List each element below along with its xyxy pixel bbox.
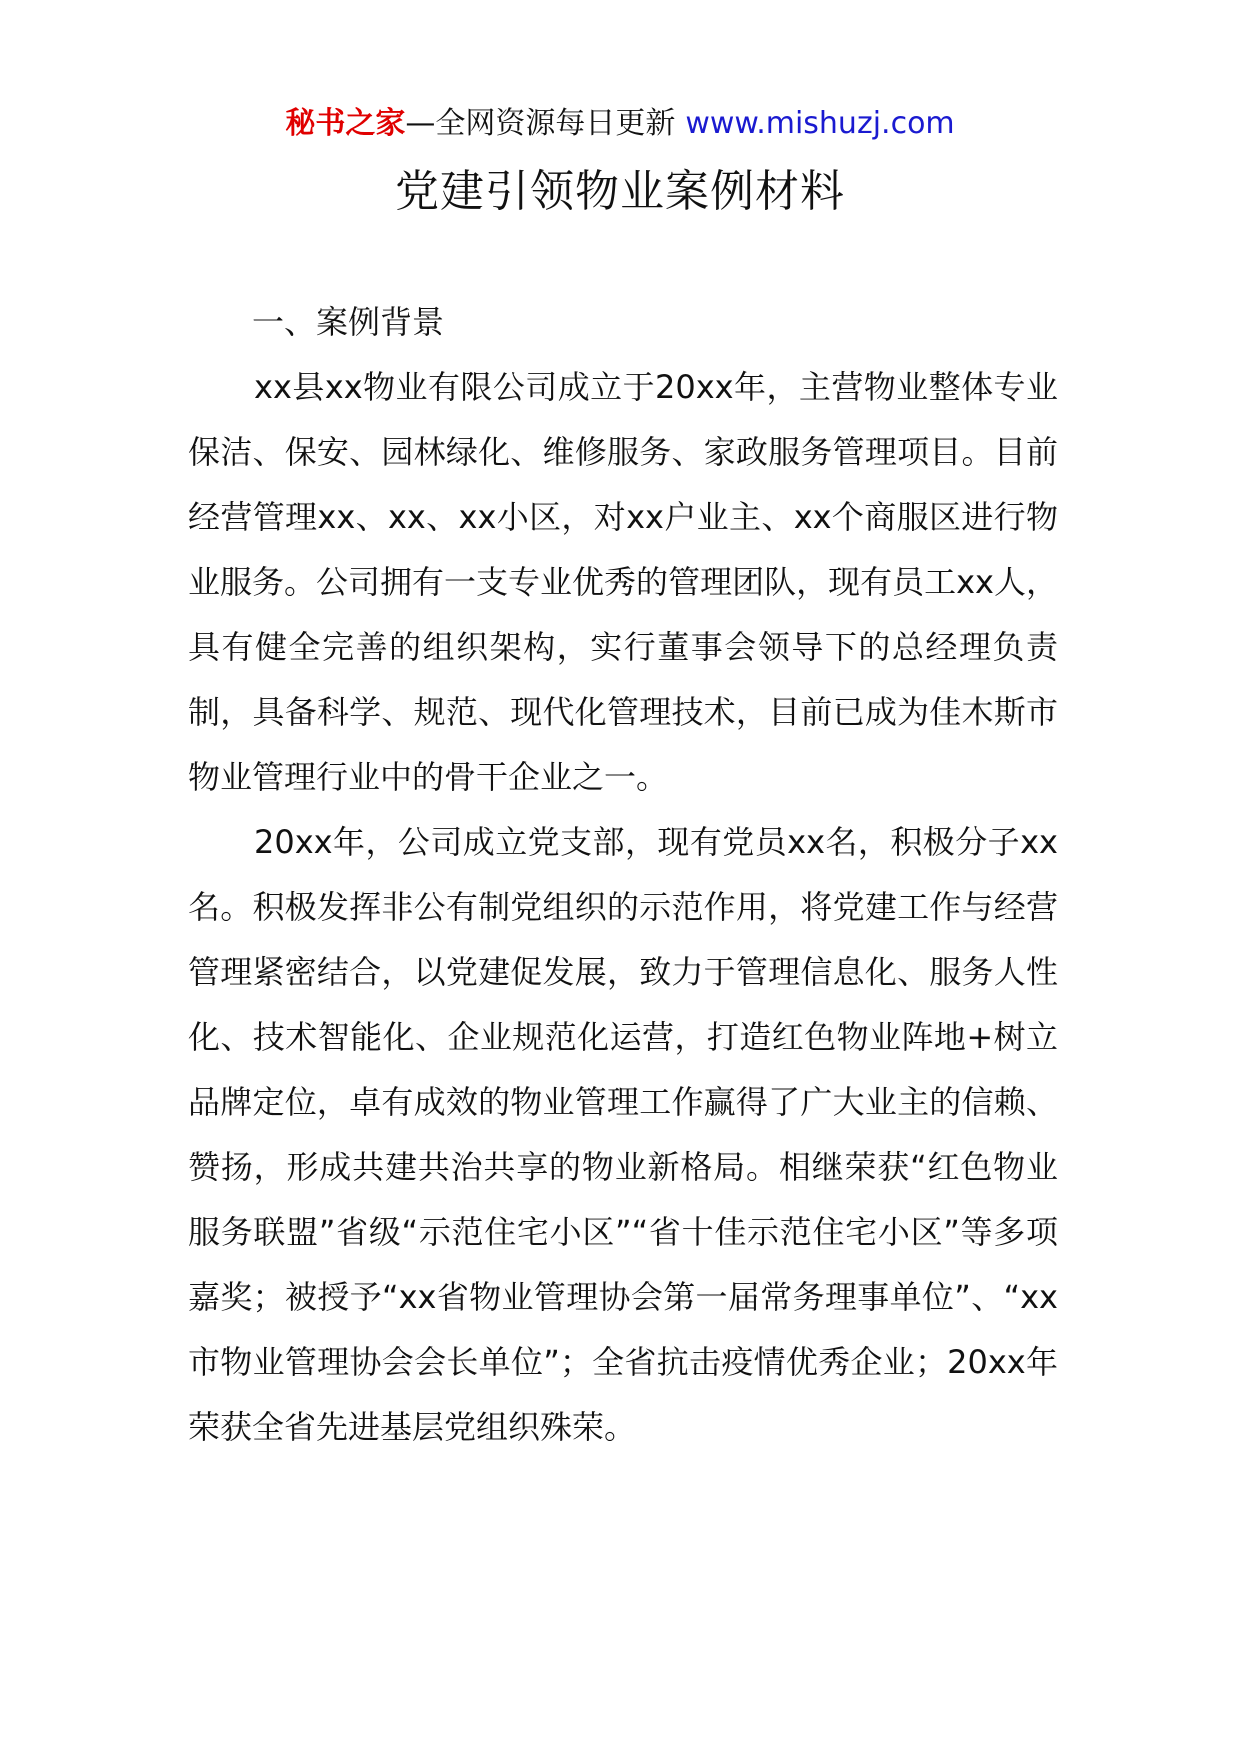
paragraph-party-branch: 20xx年，公司成立党支部，现有党员xx名，积极分子xx名。积极发挥非公有制党组织的示范作用，将党建工作与经营管理紧密结合，以党建促发展，致力于管理信息化、服务人性化、技术智能化、企业规范化运营，打造红色物业阵地+树立品牌定位，卓有成效的物业管理工作赢得了广大业主的信赖、赞扬，形成共建共治共享的物业新格局。相继荣获“红色物业服务联盟”省级“示范住宅小区”“省十佳示范住宅小区”等多项嘉奖；被授予“xx省物业管理协会第一届常务理事单位”、“xx市物业管理协会会长单位”；全省抗击疫情优秀企业；20xx年荣获全省先进基层党组织殊荣。 bbox=[188, 823, 1058, 1446]
document-body bbox=[188, 290, 1058, 1460]
site-brand: 秘书之家 bbox=[285, 106, 406, 141]
site-slogan: —全网资源每日更新 bbox=[405, 106, 676, 141]
document-title: 党建引领物业案例材料 bbox=[395, 166, 845, 217]
paragraph-company-background: xx县xx物业有限公司成立于20xx年，主营物业整体专业保洁、保安、园林绿化、维修服务、家政服务管理项目。目前经营管理xx、xx、xx小区，对xx户业主、xx个商服区进行物业服务。公司拥有一支专业优秀的管理团队，现有员工xx人，具有健全完善的组织架构，实行董事会领导下的总经理负责制，具备科学、规范、现代化管理技术，目前已成为佳木斯市物业管理行业中的骨干企业之一。 bbox=[188, 368, 1058, 796]
section-heading: 一、案例背景 bbox=[252, 303, 445, 341]
site-header bbox=[0, 100, 1240, 148]
site-url-link[interactable]: www.mishuzj.com bbox=[685, 106, 955, 141]
